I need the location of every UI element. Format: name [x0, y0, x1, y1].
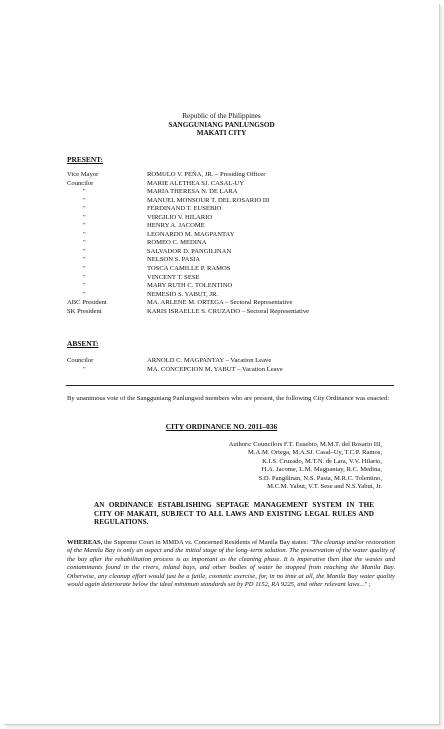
ordinance-number: CITY ORDINANCE NO. 2011–036: [165, 422, 278, 431]
present-row: [67, 256, 309, 265]
whereas-clause: [67, 539, 395, 589]
member-name: LEONARDO M. MAGPANTAY: [147, 230, 235, 238]
authors-block: [152, 441, 382, 492]
member-name: FERDINAND T. EUSEBIO: [147, 205, 222, 213]
role: Vice Mayor: [67, 171, 99, 178]
present-row: [67, 248, 309, 257]
authors-line: S.D. Pangilinan, N.S. Pasia, M.R.C. Tolentino,: [258, 474, 382, 482]
present-row: [67, 239, 309, 248]
republic-line: Republic of the Philippines: [182, 112, 261, 120]
whereas-tail: " ;: [364, 581, 371, 589]
member-name: VIRGILIO V. HILARIO: [147, 213, 213, 221]
member-name: MA. CONCEPCION M. YABUT – Vacation Leave: [147, 365, 283, 373]
document-header: [4, 112, 439, 138]
member-name: VINCENT T. SESE: [147, 273, 200, 281]
member-name: ROMULO V. PEÑA, JR. – Presiding Officer: [147, 171, 266, 178]
absent-list: [67, 357, 283, 374]
member-name: MANUEL MONSOUR T. DEL ROSARIO III: [147, 196, 270, 204]
present-row: [67, 171, 309, 180]
member-name: MARIE ALETHEA SJ. CASAL-UY: [147, 179, 245, 187]
role: ABC President: [67, 299, 107, 307]
whereas-quote: "The cleanup and/or restoration of the Manila Bay is only an aspect and the initial stage of the long–term solution. The preservation of the water quality of the bay after the rehabilitation process is as important as the cleaning phase. It is imperative then that the wastes and contaminants found in the rivers, inland bays, and other bodies of water be stopped from reaching the Manila Bay. Otherwise, any cleanup effort would just be a futile, cosmetic exercise, for, in no time at all, the Manila Bay water quality would again deteriorate below the ideal minimum standards set by PD 1152, RA 9225,: [67, 539, 395, 589]
present-list: [67, 171, 309, 316]
member-name: MARIA THERESA N. DE LARA: [147, 188, 238, 196]
whereas-lead: WHEREAS,: [67, 539, 103, 546]
role: ": [83, 188, 86, 196]
role: ": [83, 256, 86, 264]
present-row: [67, 222, 309, 231]
present-row: [67, 205, 309, 214]
present-row: [67, 188, 309, 197]
document-page: [4, 4, 440, 725]
present-row: [67, 274, 309, 283]
role: ": [83, 230, 86, 238]
role: ": [83, 222, 86, 230]
role: ": [83, 365, 86, 373]
member-name: HENRY A. JACOME: [147, 222, 205, 230]
present-row: [67, 231, 309, 240]
present-row: [67, 282, 309, 291]
member-name: KARIS ISRAELLE S. CRUZADO – Sectoral Representative: [147, 307, 310, 315]
role: ": [83, 205, 86, 213]
role: ": [83, 213, 86, 221]
member-name: MA. ARLENE M. ORTEGA – Sectoral Representative: [147, 299, 293, 307]
council-name: SANGGUNIANG PANLUNGSOD: [168, 120, 275, 129]
present-row: [67, 308, 309, 317]
whereas-text: the Supreme Court in MMDA vs. Concerned Residents of Manila Bay states:: [102, 539, 310, 546]
present-row: [67, 291, 309, 300]
member-name: NEMESIO S. YABUT, JR.: [147, 290, 219, 298]
absent-heading: ABSENT:: [67, 339, 99, 348]
role: ": [83, 273, 86, 281]
present-row: [67, 265, 309, 274]
present-row: [67, 197, 309, 206]
role: ": [83, 282, 86, 290]
role: ": [83, 196, 86, 204]
role: Councilor: [67, 179, 94, 187]
role: ": [83, 247, 86, 255]
role: SK President: [67, 307, 102, 315]
role: ": [83, 290, 86, 298]
city-name: MAKATI CITY: [196, 129, 247, 138]
authors-line: K.I.S. Cruzado, M.T.N. de Lara, V.V. Hilario,: [262, 457, 382, 465]
section-divider: [66, 385, 394, 386]
present-row: [67, 214, 309, 223]
ordinance-subject: AN ORDINANCE ESTABLISHING SEPTAGE MANAGEMENT SYSTEM IN THE CITY OF MAKATI, SUBJECT TO ALL LAWS AND EXISTING LEGAL RULES AND REGULATIONS.: [94, 501, 374, 527]
absent-row: [67, 357, 283, 366]
member-name: SALVADOR D. PANGILINAN: [147, 247, 232, 255]
whereas-quote-end: and other relevant laws...: [297, 581, 365, 589]
member-name: ROMEO C. MEDINA: [147, 239, 207, 247]
member-name: TOSCA CAMILLE P. RAMOS: [147, 265, 231, 273]
present-heading: PRESENT:: [67, 155, 103, 164]
authors-line: H.A. Jacome, L.M. Magpantay, R.C. Medina,: [261, 466, 382, 474]
role: ": [83, 265, 86, 273]
member-name: MARY RUTH C. TOLENTINO: [147, 282, 233, 290]
present-row: [67, 299, 309, 308]
authors-line: Authors: Councilors F.T. Eusebio, M.M.T. del Rosario III,: [228, 441, 382, 448]
authors-line: M.A.M. Ortega, M.A.SJ. Casal–Uy, T.C.P. Ramos,: [248, 449, 382, 457]
authors-line: M.C.M. Yabut, V.T. Sese and N.S.Yabut, Jr.: [267, 483, 382, 491]
member-name: ARNOLD C. MAGPANTAY – Vacation Leave: [147, 357, 272, 364]
member-name: NELSON S. PASIA: [147, 256, 201, 264]
enactment-statement: By unanimous vote of the Sangguniang Panlungsod members who are present, the following City Ordinance was enacted:: [67, 395, 390, 402]
role: ": [83, 239, 86, 247]
absent-row: [67, 366, 283, 375]
role: Councilor: [67, 357, 94, 364]
present-row: [67, 180, 309, 189]
